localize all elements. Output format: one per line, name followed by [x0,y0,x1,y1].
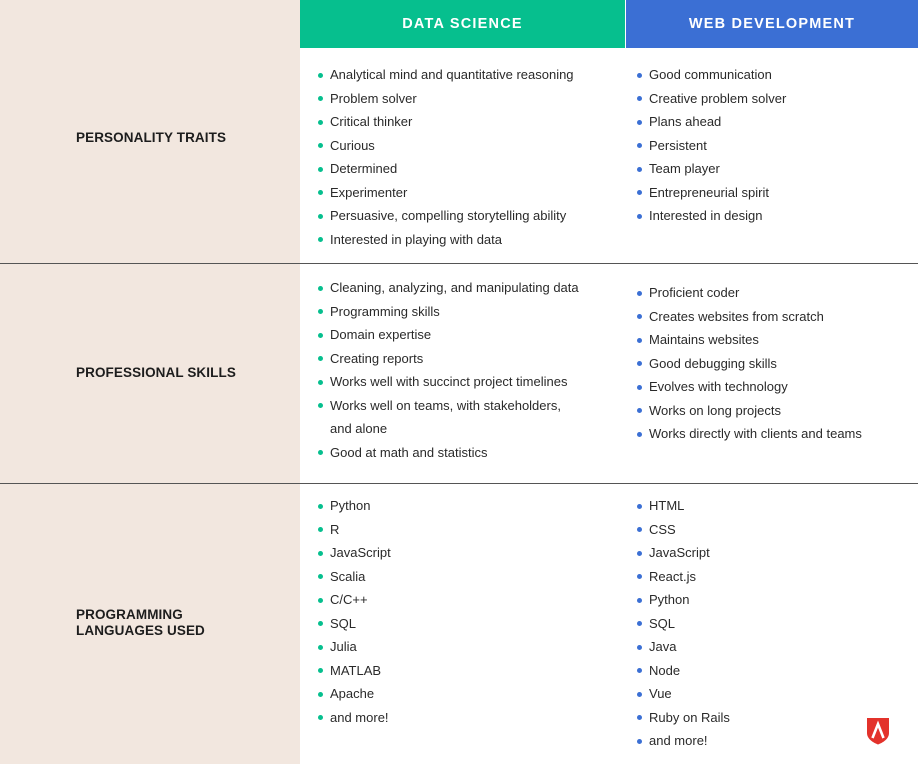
row-divider [0,483,918,484]
list-item: and more! [318,706,391,730]
bullet-dot-icon [318,527,323,532]
list-item: Creative problem solver [637,87,786,111]
list-item: Persistent [637,134,786,158]
web-development-skills-list [637,281,862,446]
bullet-dot-icon [637,385,642,390]
bullet-dot-icon [318,645,323,650]
list-item: Domain expertise [318,323,579,347]
list-item: Java [637,635,730,659]
row-label-personality-traits [76,130,276,146]
list-item: JavaScript [637,541,730,565]
bullet-dot-icon [318,621,323,626]
bullet-dot-icon [318,715,323,720]
bullet-dot-icon [637,143,642,148]
list-item: SQL [318,612,391,636]
list-item: C/C++ [318,588,391,612]
list-item: Ruby on Rails [637,706,730,730]
list-item: CSS [637,518,730,542]
bullet-dot-icon [318,214,323,219]
bullet-dot-icon [318,450,323,455]
list-item: Julia [318,635,391,659]
bullet-dot-icon [318,73,323,78]
bullet-dot-icon [637,408,642,413]
bullet-dot-icon [318,143,323,148]
list-item: Good at math and statistics [318,441,579,465]
data-science-skills-list [318,276,579,464]
bullet-dot-icon [318,356,323,361]
row-label-programming-languages [76,607,276,639]
bullet-dot-icon [637,190,642,195]
bullet-dot-icon [637,338,642,343]
row-divider [0,263,918,264]
row-label-line: PERSONALITY TRAITS [76,130,227,145]
list-item: Scalia [318,565,391,589]
list-item: Proficient coder [637,281,862,305]
bullet-dot-icon [637,739,642,744]
list-item-continuation: and alone [330,421,388,436]
list-item: Python [637,588,730,612]
bullet-dot-icon [318,380,323,385]
list-item: Maintains websites [637,328,862,352]
list-item: Experimenter [318,181,574,205]
bullet-dot-icon [318,167,323,172]
bullet-dot-icon [637,527,642,532]
row-label-line: PROGRAMMING [76,607,183,622]
list-item: Plans ahead [637,110,786,134]
bullet-dot-icon [637,120,642,125]
row-label-line: PROFESSIONAL SKILLS [76,365,236,380]
bullet-dot-icon [637,692,642,697]
list-item: Good communication [637,63,786,87]
bullet-dot-icon [318,668,323,673]
bullet-dot-icon [637,598,642,603]
list-item: Works well on teams, with stakeholders, [318,394,579,418]
list-item: Good debugging skills [637,352,862,376]
web-development-personality-list [637,63,786,228]
list-item: Curious [318,134,574,158]
bullet-dot-icon [318,504,323,509]
list-item: Team player [637,157,786,181]
bullet-dot-icon [318,96,323,101]
bullet-dot-icon [637,621,642,626]
brand-logo-icon [866,717,890,745]
list-item: Determined [318,157,574,181]
bullet-dot-icon [637,361,642,366]
list-item: Works directly with clients and teams [637,422,862,446]
list-item: Critical thinker [318,110,574,134]
list-item: Entrepreneurial spirit [637,181,786,205]
bullet-dot-icon [318,237,323,242]
bullet-dot-icon [637,668,642,673]
list-item: JavaScript [318,541,391,565]
list-item: Persuasive, compelling storytelling ability [318,204,574,228]
header-data-science: DATA SCIENCE [300,0,625,48]
list-item: Analytical mind and quantitative reasoning [318,63,574,87]
label-column [0,0,300,764]
bullet-dot-icon [318,120,323,125]
bullet-dot-icon [637,574,642,579]
data-science-personality-list [318,63,574,251]
bullet-dot-icon [637,432,642,437]
list-item: Apache [318,682,391,706]
list-item: React.js [637,565,730,589]
list-item: Works well with succinct project timelines [318,370,579,394]
bullet-dot-icon [637,504,642,509]
bullet-dot-icon [637,73,642,78]
header-web-development: WEB DEVELOPMENT [626,0,918,48]
data-science-languages-list [318,494,391,729]
bullet-dot-icon [318,190,323,195]
bullet-dot-icon [318,598,323,603]
bullet-dot-icon [318,286,323,291]
bullet-dot-icon [637,291,642,296]
bullet-dot-icon [637,214,642,219]
list-item: HTML [637,494,730,518]
list-item: Creating reports [318,347,579,371]
bullet-dot-icon [318,309,323,314]
list-item: Works on long projects [637,399,862,423]
list-item: and more! [637,729,730,753]
row-label-professional-skills [76,365,276,381]
list-item: Evolves with technology [637,375,862,399]
bullet-dot-icon [318,551,323,556]
bullet-dot-icon [318,333,323,338]
list-item: MATLAB [318,659,391,683]
list-item: Creates websites from scratch [637,305,862,329]
bullet-dot-icon [637,645,642,650]
bullet-dot-icon [637,167,642,172]
list-item: Interested in playing with data [318,228,574,252]
list-item: SQL [637,612,730,636]
list-item: Interested in design [637,204,786,228]
bullet-dot-icon [318,692,323,697]
bullet-dot-icon [637,715,642,720]
list-item: Node [637,659,730,683]
bullet-dot-icon [637,96,642,101]
list-item: Programming skills [318,300,579,324]
list-item: Vue [637,682,730,706]
list-item: R [318,518,391,542]
bullet-dot-icon [637,551,642,556]
list-item: Problem solver [318,87,574,111]
bullet-dot-icon [637,314,642,319]
row-label-line: LANGUAGES USED [76,623,205,638]
list-item: Cleaning, analyzing, and manipulating data [318,276,579,300]
bullet-dot-icon [318,403,323,408]
web-development-languages-list [637,494,730,753]
bullet-dot-icon [318,574,323,579]
list-item: Python [318,494,391,518]
